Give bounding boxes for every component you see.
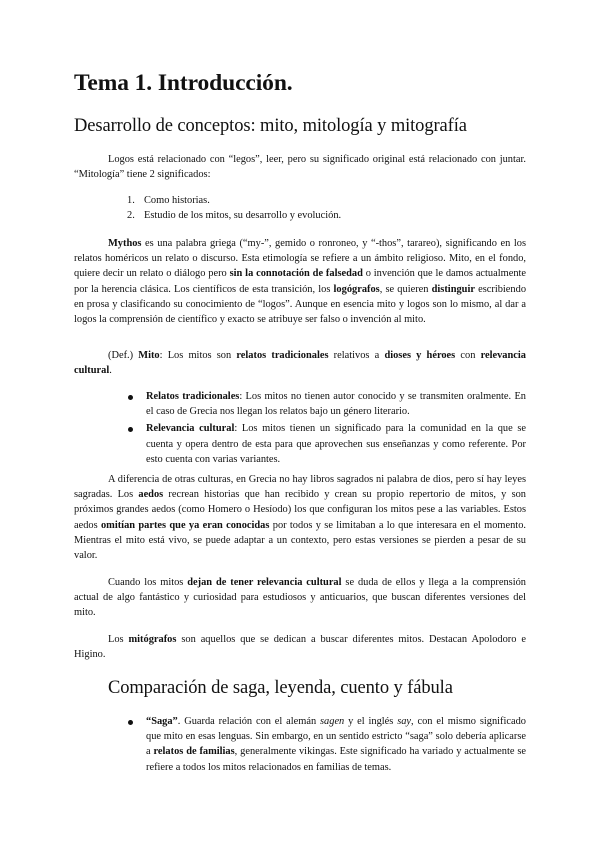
bullet-list-saga	[127, 714, 526, 775]
numbered-list	[127, 193, 341, 223]
list-item: “Saga”. Guarda relación con el alemán sagen y el inglés say, con el mismo significado que mito en esas lenguas. Sin embargo, en un sentido estricto “saga” solo debería aplicarse a relatos de familias, generalmente vikingas. Este significado ha variado y actualmente se refiere a todos los mitos relacionados en familias de temas.	[127, 714, 526, 775]
bullet-icon	[128, 427, 133, 432]
bullet-icon	[128, 720, 133, 725]
list-item: Relatos tradicionales: Los mitos no tienen autor conocido y se transmiten oralmente. En el caso de Grecia nos llegan los relatos bajo un género literario.	[127, 389, 526, 419]
paragraph-aedos: A diferencia de otras culturas, en Grecia no hay libros sagrados ni palabra de dios, pero sí hay leyes sagradas. Los aedos recrean historias que han recibido y crean su propio repertorio de mitos, y son próximos grandes aedos (como Homero o Hesíodo) los que configuran los mitos pese a las variables. Estos aedos omitían partes que ya eran conocidas por todos y se limitaban a lo que interesara en el momento. Mientras el mito está vivo, se puede adaptar a un contexto, pero estas versiones se pierden a pesar de su valor.	[74, 474, 527, 562]
paragraph-definicion-mito: (Def.) Mito: Los mitos son relatos tradicionales relativos a dioses y héroes con relevancia cultural.	[74, 350, 526, 377]
bullet-list-definicion	[127, 389, 526, 467]
bullet-icon	[128, 395, 133, 400]
page-title: Tema 1. Introducción.	[74, 70, 293, 96]
paragraph-relevancia: Cuando los mitos dejan de tener relevancia cultural se duda de ellos y llega a la comprensión actual de algo fantástico y curiosidad para estudiosos y anticuarios, que buscan diferentes versiones del mito.	[74, 577, 526, 619]
list-item: 2. Estudio de los mitos, su desarrollo y evolución.	[127, 210, 342, 222]
list-item: 1. Como historias.	[127, 195, 210, 206]
paragraph-mitografos: Los mitógrafos son aquellos que se dedican a buscar diferentes mitos. Destacan Apolodoro e Higino.	[74, 634, 526, 661]
section-heading-conceptos: Desarrollo de conceptos: mito, mitología y mitografía	[74, 116, 467, 136]
paragraph-mythos: Mythos es una palabra griega (“my-”, gemido o ronroneo, y “-thos”, tarareo), significando en los relatos homéricos un relato o discurso. Esta etimología se refiere a un ámbito religioso. Mito, en el fondo, quiere decir un relato o diálogo pero sin la connotación de falsedad o invención que le damos actualmente por la herencia clásica. Los científicos de esta transición, los logógrafos, se quieren distinguir escribiendo en prosa y clasificando su conocimiento de “logos”. Aunque en esencia mito y logos son lo mismo, al dar a logos la comprensión de científico y exacto se atribuye ser falso o invención al mito.	[74, 238, 527, 326]
section-heading-comparacion: Comparación de saga, leyenda, cuento y fábula	[108, 678, 453, 698]
paragraph-logos: Logos está relacionado con “legos”, leer, pero su significado original está relacionado con juntar. “Mitología” tiene 2 significados:	[74, 154, 526, 181]
list-item: Relevancia cultural: Los mitos tienen un significado para la comunidad en la que se cuenta y opera dentro de esta para que aprovechen sus enseñanzas y como referente. Por esto cuenta con varias variantes.	[127, 421, 526, 467]
